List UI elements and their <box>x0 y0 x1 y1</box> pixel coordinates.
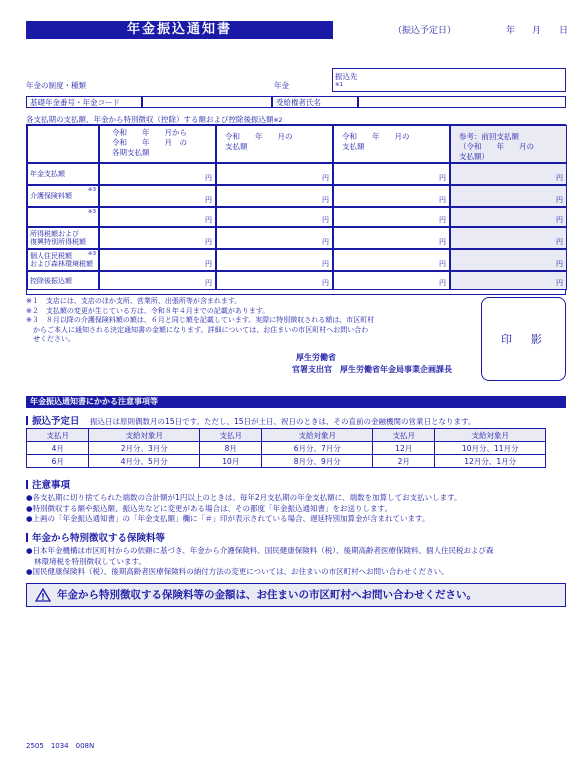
amount-cell <box>333 271 450 290</box>
insurance-item-1: ●日本年金機構は市区町村からの依頼に基づき、年金から介護保険料、国民健康保険料（税）、後期高齢者医療保険料、個人住民税および森 <box>26 546 494 555</box>
warning-text: 年金から特別徴収する保険料等の金額は、お住まいの市区町村へお問い合わせください。 <box>57 589 477 601</box>
yen-unit: 円 <box>439 196 446 204</box>
insurance-item-1-cont: 林環境税を特別徴収しています。 <box>34 556 146 566</box>
yen-unit: 円 <box>439 260 446 268</box>
amount-cell <box>450 249 567 271</box>
warning-banner <box>26 583 566 607</box>
bank-account-note: ※1 <box>335 82 344 88</box>
caution-item-3: ●上画の「年金振込通知書」の「年金支払額」欄に「＃」印が表示されている場合、遅延特別加算金が含まれています。 <box>26 514 430 523</box>
id-row <box>26 96 566 110</box>
bank-account-label: 振込先 <box>335 72 358 81</box>
notice-section-header: 年金振込通知書にかかる注意事項等 <box>26 396 566 408</box>
yen-unit: 円 <box>322 196 329 204</box>
col-header-line: 支払額 <box>342 142 365 151</box>
basic-number-field <box>142 96 272 108</box>
schedule-cell: 12月 <box>372 442 434 455</box>
schedule-cell: 10月分、11月分 <box>435 442 546 455</box>
yen-unit: 円 <box>556 174 563 182</box>
yen-unit: 円 <box>205 260 212 268</box>
col-header-line: 参考：前回支払額 <box>459 132 519 141</box>
schedule-cell: 2月 <box>372 455 434 468</box>
insurance-heading-text: 年金から特別徴収する保険料等 <box>32 533 166 544</box>
yen-unit: 円 <box>439 216 446 224</box>
schedule-cell: 8月分、9月分 <box>262 455 373 468</box>
col-header-line: 令和 年 月の <box>342 132 410 141</box>
schedule-cell: 6月 <box>27 455 89 468</box>
amount-cell <box>450 163 567 185</box>
row-note-ref: ※3 <box>87 251 96 257</box>
amount-cell <box>99 163 216 185</box>
amount-cell <box>333 185 450 207</box>
insurance-item-2: ●国民健康保険料（税）、後期高齢者医療保険料の納付方法の変更については、お住まいの市区町村へお問い合わせください。 <box>26 567 449 576</box>
footnote-3: ※３ ８月以降の介護保険料額の額は、６月と同じ額を記載しています。実際に特別徴収される額は、市区町村 <box>26 316 375 324</box>
amount-cell <box>450 271 567 290</box>
col-header-line: 令和 年 月から <box>112 128 187 137</box>
schedule-cell: 4月 <box>27 442 89 455</box>
seal-box: 印 影 <box>481 297 566 381</box>
schedule-block <box>26 413 475 427</box>
heading-bar <box>26 480 28 489</box>
row-label-cell <box>27 207 99 227</box>
col-header-line: （令和 年 月の <box>459 142 534 151</box>
yen-unit: 円 <box>205 216 212 224</box>
schedule-header-cell: 支給対象月 <box>435 429 546 442</box>
amount-cell <box>450 185 567 207</box>
yen-unit: 円 <box>556 260 563 268</box>
amount-cell <box>450 227 567 249</box>
pension-type-label: 年金の制度・種類 <box>26 81 86 90</box>
table-col-header-1 <box>99 125 216 163</box>
row-label: 所得税額および <box>30 230 79 238</box>
yen-unit: 円 <box>205 238 212 246</box>
issuer-officer: 官署支出官 厚生労働省年金局事業企画課長 <box>292 365 452 374</box>
col-header-line: 令和 年 月の <box>225 132 293 141</box>
caution-item-2: ●特別徴収する額や振込額、振込先などに変更がある場合は、その都度「年金振込通知書」をお送りします。 <box>26 503 392 513</box>
col-header-line: 令和 年 月 の <box>112 138 187 147</box>
month-label: 月 <box>532 26 542 36</box>
amount-cell <box>450 207 567 227</box>
schedule-cell: 12月分、1月分 <box>435 455 546 468</box>
recipient-name-field <box>358 96 566 108</box>
schedule-header-cell: 支給対象月 <box>262 429 373 442</box>
schedule-header-cell: 支給対象月 <box>89 429 200 442</box>
payment-table <box>26 124 566 295</box>
footnote-3-cont: からご本人に通知される決定通知書の金額になります。詳細については、お住まいの市区町村へお問い合わ <box>26 325 369 334</box>
yen-unit: 円 <box>322 260 329 268</box>
recipient-name-label: 受給権者氏名 <box>272 96 358 108</box>
footnote-2: ※２ 支払額の変更が生じている方は、令和８年４月までの記載があります。 <box>26 306 270 315</box>
insurance-item-1-text: 日本年金機構は市区町村からの依頼に基づき、年金から介護保険料、国民健康保険料（税）、後期高齢者医療保険料、個人住民税および森 <box>32 546 494 555</box>
table-caption-ref: ※2 <box>273 117 283 124</box>
schedule-text: 振込日は原則偶数月の15日です。ただし、15日が土日、祝日のときは、その直前の金融機関の営業日となります。 <box>90 417 476 426</box>
schedule-table <box>26 428 546 468</box>
caution-item-1: ●各支払期に切り捨てられた端数の合計額が1円以上のときは、毎年2月支払期の年金支払額に、端数を加算してお支払いします。 <box>26 493 462 502</box>
row-label-cell <box>27 249 99 271</box>
insurance-item-2-text: 国民健康保険料（税）、後期高齢者医療保険料の納付方法の変更については、お住まいの市区町村へお問い合わせください。 <box>32 567 449 576</box>
yen-unit: 円 <box>556 238 563 246</box>
amount-cell <box>216 185 333 207</box>
col-header-line: 支払額 <box>225 142 248 151</box>
yen-unit: 円 <box>556 196 563 204</box>
warning-icon <box>35 588 51 602</box>
row-label: 年金支払額 <box>30 170 65 178</box>
row-label: 控除後振込額 <box>30 276 72 285</box>
schedule-cell: 6月分、7月分 <box>262 442 373 455</box>
row-label-cell <box>27 185 99 207</box>
yen-unit: 円 <box>322 279 329 287</box>
footnotes <box>26 297 466 345</box>
amount-cell <box>216 207 333 227</box>
col-header-line: 支払額） <box>459 152 489 161</box>
schedule-cell: 8月 <box>199 442 261 455</box>
row-note-ref: ※3 <box>87 187 96 193</box>
schedule-cell: 10月 <box>199 455 261 468</box>
heading-bar <box>26 533 28 542</box>
table-col-header-3 <box>333 125 450 163</box>
issuer-block <box>292 352 452 376</box>
amount-cell <box>99 271 216 290</box>
yen-unit: 円 <box>322 238 329 246</box>
yen-unit: 円 <box>205 174 212 182</box>
year-label: 年 <box>506 26 516 36</box>
schedule-row <box>27 442 546 455</box>
row-label: および森林環境税額 <box>30 260 93 268</box>
amount-cell <box>99 185 216 207</box>
amount-cell <box>216 227 333 249</box>
amount-cell <box>99 207 216 227</box>
row-label: 復興特別所得税額 <box>30 238 86 246</box>
yen-unit: 円 <box>439 238 446 246</box>
row-label-cell <box>27 271 99 290</box>
schedule-date-label: （振込予定日） <box>393 26 457 36</box>
footnote-3-end: せください。 <box>26 335 75 343</box>
insurance-block <box>26 530 566 578</box>
yen-unit: 円 <box>556 279 563 287</box>
row-label-cell <box>27 227 99 249</box>
day-label: 日 <box>559 26 569 36</box>
caution-item-2-text: 特別徴収する額や振込額、振込先などに変更がある場合は、その都度「年金振込通知書」をお送りします。 <box>32 503 392 513</box>
amount-cell <box>216 163 333 185</box>
form-code: 2505 1034 008N <box>26 742 95 750</box>
caution-heading <box>26 477 566 491</box>
table-caption-text: 各支払期の支払額、年金から特別徴収（控除）する額および控除後振込額 <box>26 115 274 124</box>
row-label: 介護保険料額 <box>30 192 72 200</box>
amount-cell <box>99 249 216 271</box>
row-label: 個人住民税額 <box>30 252 72 260</box>
amount-cell <box>99 227 216 249</box>
amount-cell <box>216 249 333 271</box>
bank-account-box <box>332 68 566 92</box>
schedule-heading <box>26 416 80 427</box>
table-header-blank <box>27 125 99 163</box>
caution-heading-text: 注意事項 <box>32 480 71 491</box>
yen-unit: 円 <box>205 196 212 204</box>
amount-cell <box>333 163 450 185</box>
schedule-header-cell: 支払月 <box>27 429 89 442</box>
yen-unit: 円 <box>439 279 446 287</box>
schedule-header-cell: 支払月 <box>372 429 434 442</box>
insurance-heading <box>26 530 566 544</box>
schedule-row <box>27 455 546 468</box>
amount-cell <box>333 249 450 271</box>
caution-item-1-text: 各支払期に切り捨てられた端数の合計額が1円以上のときは、毎年2月支払期の年金支払額に、端数を加算してお支払いします。 <box>32 493 462 502</box>
schedule-header-cell: 支払月 <box>199 429 261 442</box>
schedule-heading-text: 振込予定日 <box>32 416 80 427</box>
row-label-cell <box>27 163 99 185</box>
caution-block <box>26 477 566 525</box>
schedule-cell: 2月分、3月分 <box>89 442 200 455</box>
yen-unit: 円 <box>556 216 563 224</box>
schedule-header-row <box>27 429 546 442</box>
heading-bar <box>26 416 28 425</box>
pension-label: 年金 <box>274 81 289 90</box>
table-col-header-2 <box>216 125 333 163</box>
basic-number-label: 基礎年金番号・年金コード <box>26 96 142 108</box>
yen-unit: 円 <box>205 279 212 287</box>
amount-cell <box>216 271 333 290</box>
col-header-line: 各期支払額 <box>112 148 150 157</box>
row-note-ref: ※3 <box>87 209 96 215</box>
footnote-1: ※１ 支店には、支店のほか支所、営業所、出張所等が含まれます。 <box>26 297 242 305</box>
document-title: 年金振込通知書 <box>26 21 333 39</box>
amount-cell <box>333 207 450 227</box>
schedule-cell: 4月分、5月分 <box>89 455 200 468</box>
caution-item-3-text: 上画の「年金振込通知書」の「年金支払額」欄に「＃」印が表示されている場合、遅延特別加算金が含まれています。 <box>32 514 430 523</box>
yen-unit: 円 <box>439 174 446 182</box>
table-col-header-4 <box>450 125 567 163</box>
issuer-ministry: 厚生労働省 <box>296 353 336 362</box>
yen-unit: 円 <box>322 216 329 224</box>
yen-unit: 円 <box>322 174 329 182</box>
amount-cell <box>333 227 450 249</box>
